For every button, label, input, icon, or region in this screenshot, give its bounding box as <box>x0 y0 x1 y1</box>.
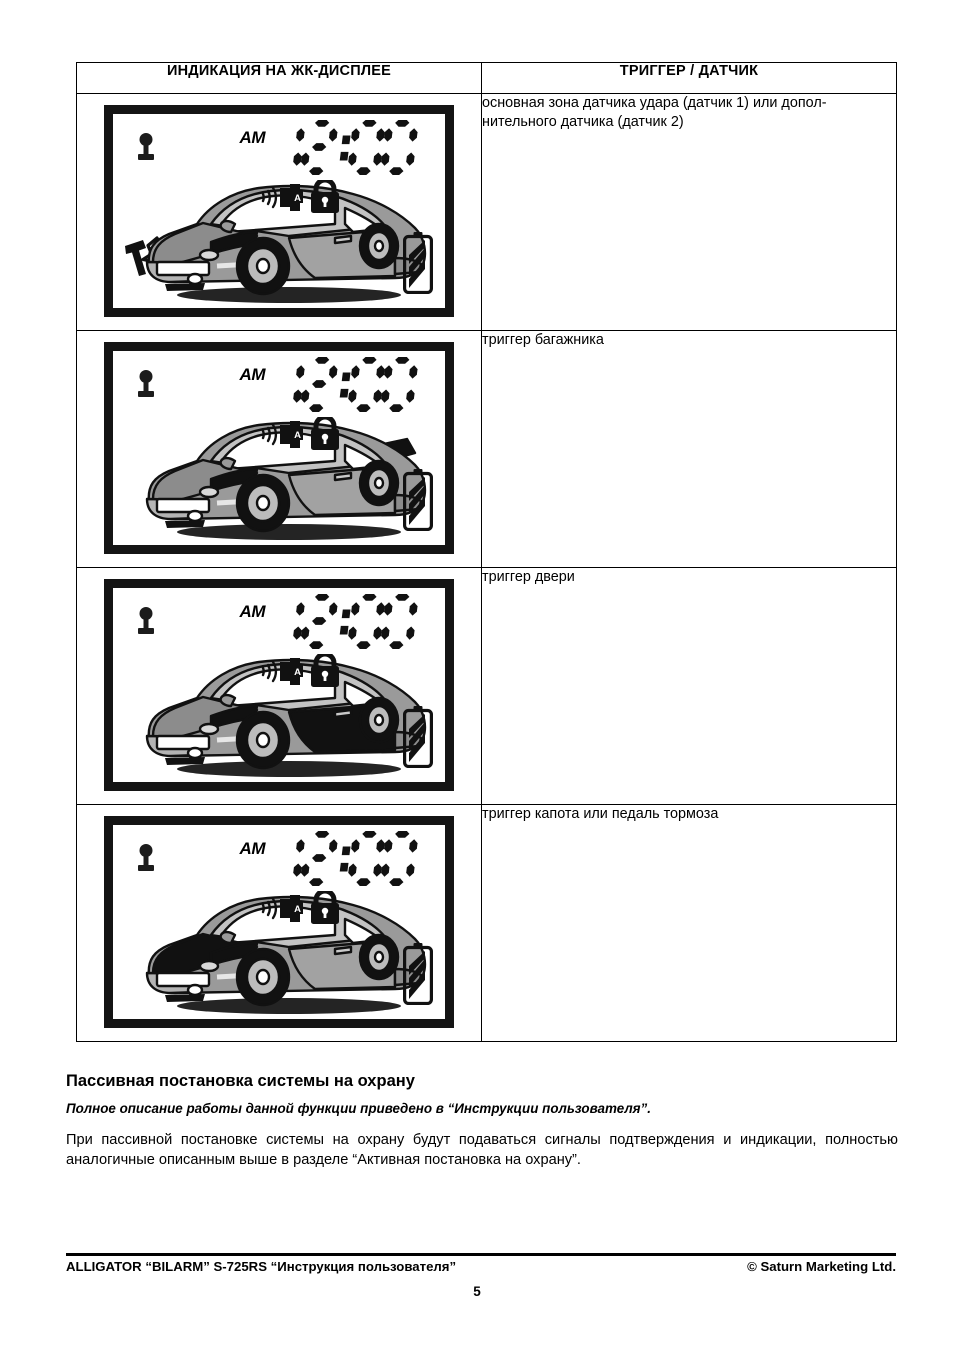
antenna-icon-wrap <box>135 843 157 873</box>
battery-full-icon <box>403 706 433 768</box>
siren-auto-icon <box>263 184 303 211</box>
battery-full-icon <box>403 469 433 531</box>
lcd-display-shock-sensor <box>104 105 454 317</box>
trigger-description-line: триггер капота или педаль тормоза <box>482 806 719 822</box>
am-pm-label: AM <box>239 365 265 384</box>
antenna-icon-wrap <box>135 132 157 162</box>
am-pm-label: AM <box>239 128 265 147</box>
windshield-indicator-group <box>259 417 351 451</box>
footer <box>66 1259 896 1274</box>
battery-icon-wrap <box>403 469 433 531</box>
lcd-display-cell-door-trigger <box>77 568 482 805</box>
padlock-locked-icon <box>311 654 339 687</box>
header-trigger-sensor: ТРИГГЕР / ДАТЧИК <box>482 63 897 94</box>
status-icons-wrap <box>259 891 351 925</box>
trigger-description-cell-shock-sensor <box>482 94 897 331</box>
antenna-icon <box>135 132 157 162</box>
trigger-description-cell-hood-brake-trigger <box>482 805 897 1042</box>
footer-right-text: © Saturn Marketing Ltd. <box>747 1259 896 1274</box>
battery-full-icon <box>403 943 433 1005</box>
section-title: Пассивная постановка системы на охрану <box>66 1072 415 1090</box>
am-pm-label: AM <box>239 602 265 621</box>
antenna-icon <box>135 606 157 636</box>
siren-auto-icon <box>263 658 303 685</box>
svg-text:A: A <box>294 193 301 204</box>
siren-auto-icon <box>263 895 303 922</box>
section-note: Полное описание работы данной функции приведено в “Инструкции пользователя”. <box>66 1101 651 1116</box>
siren-auto-icon <box>263 421 303 448</box>
trigger-indication-table <box>76 62 897 1042</box>
lcd-display-cell-hood-brake-trigger <box>77 805 482 1042</box>
trigger-description-line: триггер багажника <box>482 332 604 348</box>
am-pm-label: AM <box>239 839 265 858</box>
lcd-display-door-trigger <box>104 579 454 791</box>
table-row <box>77 331 897 568</box>
windshield-indicator-group <box>259 891 351 925</box>
windshield-indicator-group <box>259 180 351 214</box>
table-row <box>77 568 897 805</box>
svg-text:A: A <box>294 904 301 915</box>
battery-icon-wrap <box>403 943 433 1005</box>
battery-icon-wrap <box>403 706 433 768</box>
padlock-locked-icon <box>311 417 339 450</box>
status-icons-wrap <box>259 654 351 688</box>
svg-text:A: A <box>294 667 301 678</box>
padlock-locked-icon <box>311 891 339 924</box>
lcd-display-trunk-trigger <box>104 342 454 554</box>
section-body-text: При пассивной постановке системы на охрану будут подаваться сигналы подтверждения и индикации, полностью аналогичные описанным выше в разделе “Активная постановка на охрану”. <box>66 1132 898 1168</box>
status-icons-wrap <box>259 417 351 451</box>
trigger-description-cell-door-trigger <box>482 568 897 805</box>
lcd-display-cell-trunk-trigger <box>77 331 482 568</box>
table-row <box>77 94 897 331</box>
lcd-display-cell-shock-sensor <box>77 94 482 331</box>
lcd-display-hood-brake-trigger <box>104 816 454 1028</box>
antenna-icon-wrap <box>135 606 157 636</box>
antenna-icon <box>135 369 157 399</box>
trigger-description-line: основная зона датчика удара (датчик 1) или допол- <box>482 95 827 111</box>
svg-text:A: A <box>294 430 301 441</box>
padlock-locked-icon <box>311 180 339 213</box>
trigger-description-line: нительного датчика (датчик 2) <box>482 114 684 131</box>
antenna-icon <box>135 843 157 873</box>
windshield-indicator-group <box>259 654 351 688</box>
header-lcd-indication: ИНДИКАЦИЯ НА ЖК-ДИСПЛЕЕ <box>77 63 482 94</box>
page-number: 5 <box>473 1284 481 1299</box>
trigger-description-cell-trunk-trigger <box>482 331 897 568</box>
footer-divider <box>66 1253 896 1256</box>
trigger-description-line: триггер двери <box>482 569 575 585</box>
status-icons-wrap <box>259 180 351 214</box>
battery-full-icon <box>403 232 433 294</box>
battery-icon-wrap <box>403 232 433 294</box>
table-header-row <box>77 63 897 94</box>
table-row <box>77 805 897 1042</box>
footer-left-text: ALLIGATOR “BILARM” S-725RS “Инструкция пользователя” <box>66 1259 457 1274</box>
antenna-icon-wrap <box>135 369 157 399</box>
